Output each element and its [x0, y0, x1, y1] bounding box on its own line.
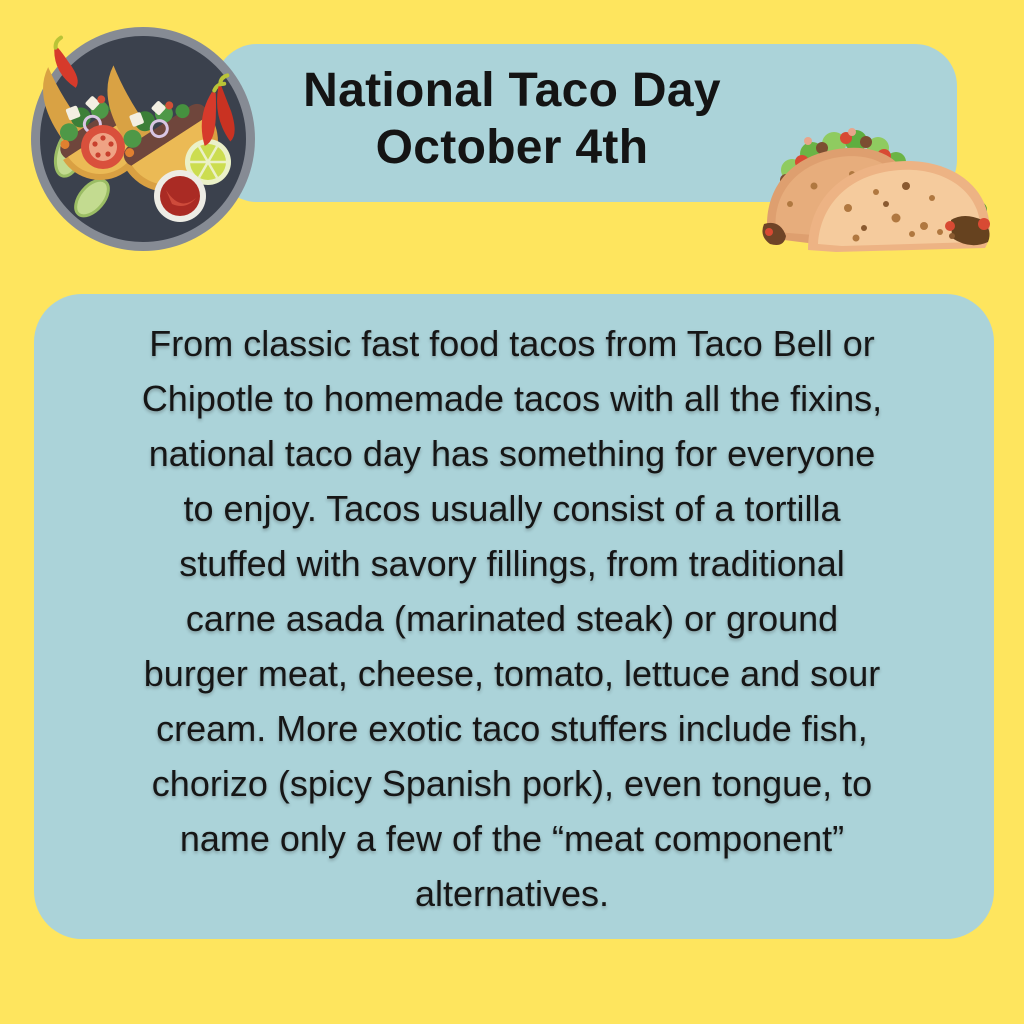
watercolor-tacos-image	[756, 108, 1012, 256]
title-line-2: October 4th	[375, 121, 649, 174]
body-line: chorizo (spicy Spanish pork), even tongue, to	[151, 763, 873, 804]
body-line: alternatives.	[414, 873, 610, 914]
body-paragraph	[52, 316, 972, 921]
body-line: From classic fast food tacos from Taco Bell or	[149, 323, 875, 364]
watercolor-tacos-svg	[756, 108, 1012, 256]
body-line: to enjoy. Tacos usually consist of a tortilla	[183, 488, 841, 529]
body-line: stuffed with savory fillings, from traditional	[179, 543, 845, 584]
body-line: burger meat, cheese, tomato, lettuce and sour	[143, 653, 881, 694]
taco-plate-icon	[28, 24, 258, 254]
body-line: name only a few of the “meat component”	[179, 818, 845, 859]
body-line: cream. More exotic taco stuffers include fish,	[156, 708, 868, 749]
title-line-1: National Taco Day	[303, 64, 721, 117]
tomato-slice	[81, 125, 125, 169]
body-line: carne asada (marinated steak) or ground	[185, 598, 839, 639]
body-line: Chipotle to homemade tacos with all the fixins,	[141, 378, 883, 419]
body-line: national taco day has something for everyone	[148, 433, 876, 474]
taco-plate-svg	[28, 24, 258, 254]
salsa-cup	[154, 170, 206, 222]
